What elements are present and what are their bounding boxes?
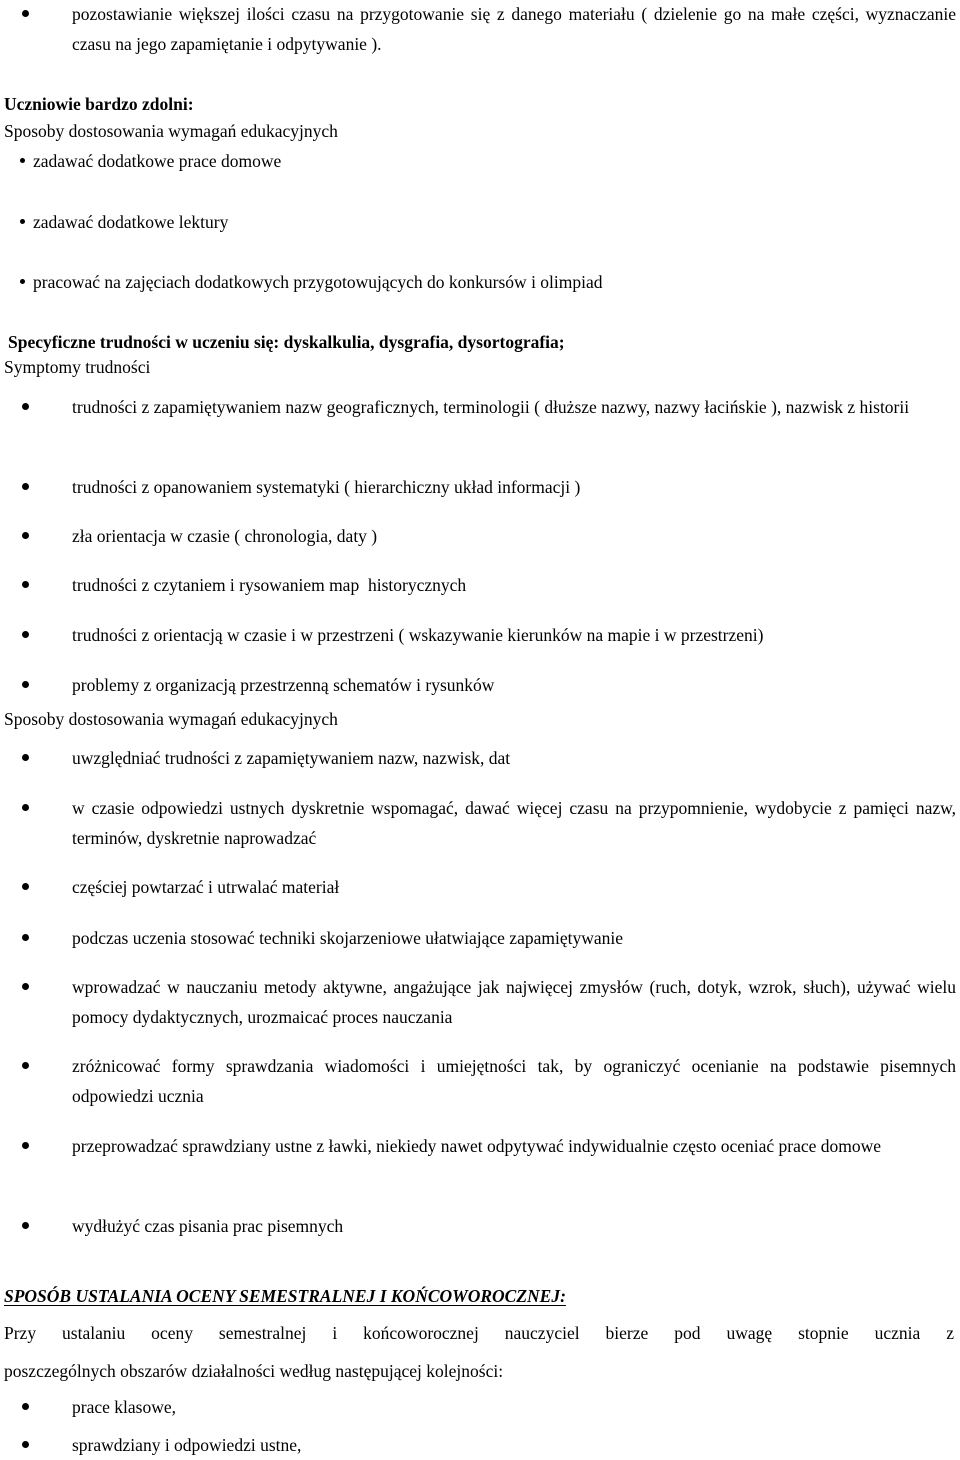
list-item-text: wprowadzać w nauczaniu metody aktywne, angażujące jak najwięcej zmysłów (ruch, dotyk, wzrok, słuch), używać wielu pomocy dydaktycznych, urozmaicać proces nauczania: [72, 977, 956, 1027]
bullet-icon: [22, 1222, 29, 1229]
list-item: [72, 472, 956, 502]
bullet-icon: [22, 1403, 29, 1410]
list-item-text: przeprowadzać sprawdziany ustne z ławki, niekiedy nawet odpytywać indywidualnie często oceniać prace domowe: [72, 1136, 882, 1156]
list-item: [72, 972, 956, 1032]
list-item: [72, 743, 956, 773]
bullet-icon: [20, 158, 25, 163]
gifted-subheading: Sposoby dostosowania wymagań edukacyjnych: [4, 121, 338, 141]
bullet-icon: [22, 804, 29, 811]
list-item: [72, 793, 956, 853]
bullet-icon: [22, 754, 29, 761]
list-item: [72, 923, 956, 953]
gifted-heading: Uczniowie bardzo zdolni:: [4, 94, 194, 114]
list-item-text: uwzględniać trudności z zapamiętywaniem nazw, nazwisk, dat: [72, 748, 511, 768]
list-item-text: częściej powtarzać i utrwalać materiał: [72, 877, 340, 897]
list-item: [72, 1392, 956, 1422]
list-item: [72, 620, 956, 650]
bullet-icon: [22, 483, 29, 490]
list-item: [72, 1430, 956, 1460]
list-item-text: trudności z czytaniem i rysowaniem map historycznych: [72, 575, 467, 595]
bullet-icon: [22, 1062, 29, 1069]
bullet-icon: [22, 1441, 29, 1448]
list-item: [72, 670, 956, 700]
bullet-icon: [22, 1142, 29, 1149]
list-item: [72, 521, 956, 551]
list-item-text: wydłużyć czas pisania prac pisemnych: [72, 1216, 344, 1236]
list-item-text: trudności z orientacją w czasie i w przestrzeni ( wskazywanie kierunków na mapie i w przestrzeni): [72, 625, 764, 645]
grading-heading: SPOSÓB USTALANIA OCENY SEMESTRALNEJ I KOŃCOWOROCZNEJ:: [4, 1286, 566, 1306]
list-item: [72, 392, 956, 422]
list-item: [72, 1051, 956, 1111]
bullet-icon: [22, 10, 29, 17]
list-item: [20, 207, 940, 237]
list-item-text: trudności z opanowaniem systematyki ( hierarchiczny układ informacji ): [72, 477, 581, 497]
list-item-text: zadawać dodatkowe prace domowe: [33, 151, 282, 171]
list-item-text: zła orientacja w czasie ( chronologia, daty ): [72, 526, 378, 546]
bullet-icon: [22, 532, 29, 539]
bullet-icon: [20, 219, 25, 224]
bullet-icon: [22, 631, 29, 638]
list-item-text: pozostawianie większej ilości czasu na przygotowanie się z danego materiału ( dzielenie go na małe części, wyznaczanie czasu na jego zapamiętanie i odpytywanie ).: [72, 4, 956, 54]
bullet-icon: [22, 403, 29, 410]
list-item-text: w czasie odpowiedzi ustnych dyskretnie wspomagać, dawać więcej czasu na przypomnienie, wydobycie z pamięci nazw, terminów, dyskretnie naprowadzać: [72, 798, 956, 848]
adaptations-label: Sposoby dostosowania wymagań edukacyjnych: [4, 709, 338, 729]
bullet-icon: [22, 581, 29, 588]
bullet-icon: [22, 983, 29, 990]
list-item: [20, 146, 940, 176]
list-item: [72, 872, 956, 902]
list-item: [72, 1131, 956, 1161]
bullet-icon: [22, 934, 29, 941]
grading-paragraph-line-1: Przy ustalaniu oceny semestralnej i końcoworocznej nauczyciel bierze pod uwagę stopnie ucznia z: [4, 1323, 954, 1343]
list-item-text: zadawać dodatkowe lektury: [33, 212, 229, 232]
list-item-text: podczas uczenia stosować techniki skojarzeniowe ułatwiające zapamiętywanie: [72, 928, 624, 948]
list-item: [72, 0, 956, 59]
list-item-text: prace klasowe,: [72, 1397, 176, 1417]
symptoms-label: Symptomy trudności: [4, 357, 151, 377]
list-item-text: sprawdziany i odpowiedzi ustne,: [72, 1435, 302, 1455]
list-item: [20, 267, 940, 297]
list-item: [72, 1211, 956, 1241]
list-item-text: trudności z zapamiętywaniem nazw geograficznych, terminologii ( dłuższe nazwy, nazwy łacińskie ), nazwisk z historii: [72, 397, 910, 417]
specific-heading: Specyficzne trudności w uczeniu się: dyskalkulia, dysgrafia, dysortografia;: [8, 332, 565, 352]
list-item: [72, 570, 956, 600]
list-item-text: problemy z organizacją przestrzenną schematów i rysunków: [72, 675, 495, 695]
bullet-icon: [22, 681, 29, 688]
grading-paragraph-line-2: poszczególnych obszarów działalności według następującej kolejności:: [4, 1361, 504, 1381]
list-item-text: zróżnicować formy sprawdzania wiadomości i umiejętności tak, by ograniczyć ocenianie na podstawie pisemnych odpowiedzi ucznia: [72, 1056, 956, 1106]
bullet-icon: [20, 279, 25, 284]
bullet-icon: [22, 883, 29, 890]
list-item-text: pracować na zajęciach dodatkowych przygotowujących do konkursów i olimpiad: [33, 272, 603, 292]
